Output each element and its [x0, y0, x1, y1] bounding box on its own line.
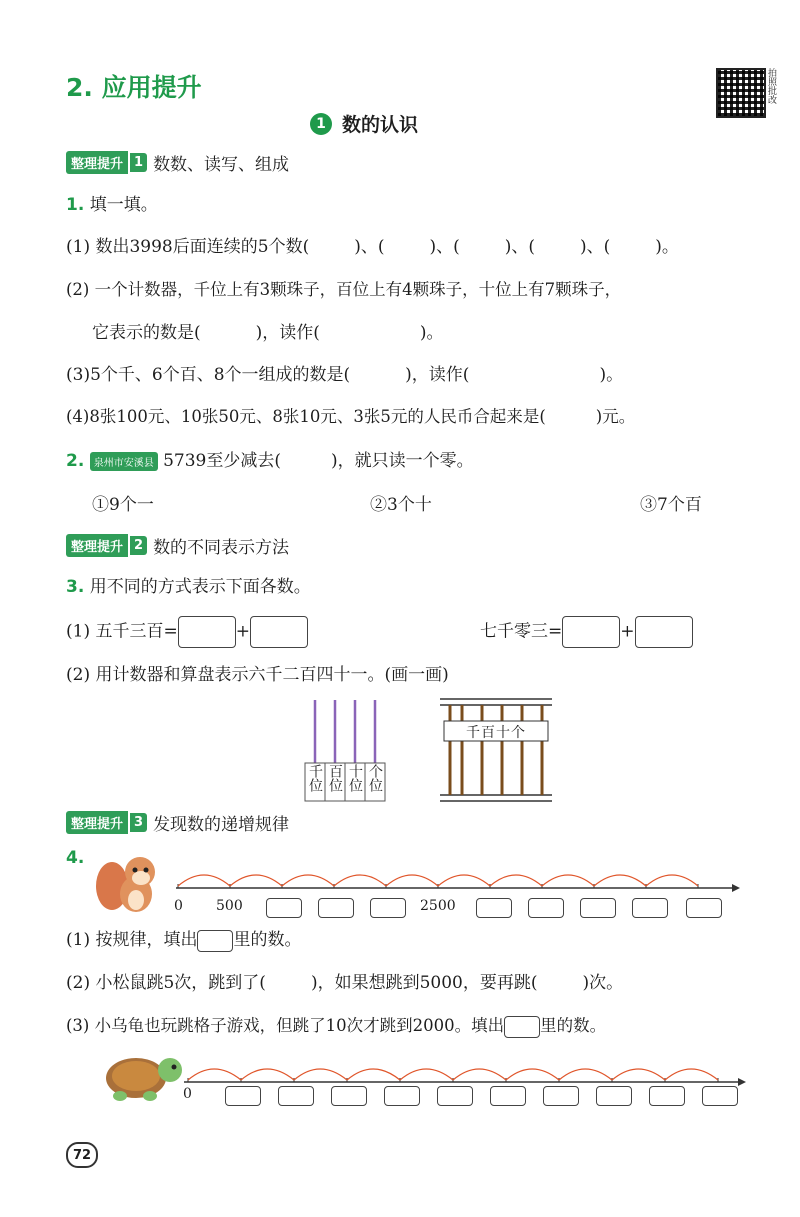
question-title: 填一填。: [89, 195, 158, 215]
answer-box[interactable]: [225, 1085, 261, 1106]
q1-part2-line1: (2) 一个计数器，千位上有3颗珠子，百位上有4颗珠子，十位上有7颗珠子，: [66, 280, 622, 299]
abacus-label: 千百十个: [466, 725, 526, 741]
q1-p3-text: (3)5个千、6个百、8个一组成的数是(: [66, 365, 351, 385]
number-line-squirrel: [172, 858, 742, 898]
q4-p1-text: 里的数。: [233, 930, 302, 950]
qr-code[interactable]: [716, 68, 766, 118]
topic-badge-3: [66, 810, 289, 835]
subsection-number: 1: [310, 113, 332, 135]
answer-box[interactable]: [331, 1085, 367, 1106]
squirrel-icon: [92, 848, 162, 918]
q1-p4-text: (4)8张100元、10张50元、8张10元、3张5元的人民币合起来是(: [66, 407, 546, 426]
question-number: 1.: [66, 195, 85, 215]
answer-box[interactable]: [580, 897, 616, 918]
q1-p2-text: )，读作(: [255, 323, 320, 343]
topic-tag-number: 3: [130, 813, 147, 832]
topic-title: 数数、读写、组成: [153, 155, 290, 175]
answer-box[interactable]: [649, 1085, 685, 1106]
q1-p1-end: )。: [655, 237, 679, 257]
topic-tag: 整理提升: [66, 534, 128, 557]
answer-box-inline: [504, 1016, 540, 1038]
answer-box[interactable]: [250, 616, 308, 648]
answer-box[interactable]: [278, 1085, 314, 1106]
q2-text: 5739至少减去(: [163, 451, 282, 471]
counter-label: 百位: [327, 764, 343, 792]
q2-text: )，就只读一个零。: [331, 451, 474, 471]
answer-box[interactable]: [476, 897, 512, 918]
answer-box[interactable]: [686, 897, 722, 918]
q4-p2-text: )次。: [582, 973, 624, 993]
counter-labels: [305, 764, 385, 792]
tick-label-500: 500: [216, 898, 243, 914]
q1-p1-sep: )、(: [580, 237, 611, 257]
tick-label-2500: 2500: [420, 898, 456, 914]
q1-p2-text: 它表示的数是(: [92, 323, 201, 343]
question-title: 用不同的方式表示下面各数。: [89, 577, 311, 597]
answer-box-inline: [197, 930, 233, 952]
q2-option-1[interactable]: ①9个一: [92, 495, 154, 515]
answer-box[interactable]: [437, 1085, 473, 1106]
question-number: 3.: [66, 577, 85, 597]
tick-label-0: 0: [174, 898, 183, 914]
q1-p3-text: )，读作(: [405, 365, 470, 385]
answer-box[interactable]: [178, 616, 236, 648]
counter-label: 个位: [367, 764, 383, 792]
topic-badge-2: [66, 533, 289, 558]
topic-title: 发现数的递增规律: [153, 815, 290, 835]
q4-part1: [66, 925, 301, 952]
page-number: 72: [66, 1142, 98, 1168]
subsection-label: 数的认识: [342, 114, 419, 136]
q1-part3: [66, 360, 623, 385]
q4-p3-text: (3) 小乌龟也玩跳格子游戏，但跳了10次才跳到2000。填出: [66, 1016, 505, 1035]
topic-title: 数的不同表示方法: [153, 538, 290, 558]
q1-p1-sep: )、(: [429, 237, 460, 257]
answer-box[interactable]: [384, 1085, 420, 1106]
q1-p1-text: (1) 数出3998后面连续的5个数(: [66, 237, 310, 257]
plus-sign: +: [235, 621, 250, 642]
answer-box[interactable]: [266, 897, 302, 915]
abacus-drawing[interactable]: [440, 697, 552, 803]
q4-p1-text: (1) 按规律，填出: [66, 930, 198, 950]
question-number: 4.: [66, 848, 85, 868]
counter-label: 千位: [307, 764, 323, 792]
q4-part2: [66, 968, 623, 993]
tick-label-0: 0: [183, 1086, 192, 1102]
q3-part2: (2) 用计数器和算盘表示六千二百四十一。(画一画): [66, 665, 449, 685]
q4-p2-text: (2) 小松鼠跳5次，跳到了(: [66, 973, 266, 993]
qr-label: 拍照批改: [766, 68, 776, 104]
counter-label: 十位: [347, 764, 363, 792]
q4-part3: [66, 1012, 606, 1038]
answer-box[interactable]: [635, 616, 693, 648]
q4-p3-text: 里的数。: [540, 1016, 607, 1035]
q1-p1-sep: )、(: [504, 237, 535, 257]
q1-part4: [66, 403, 635, 427]
topic-tag-number: 1: [130, 153, 147, 172]
section-title: 2. 应用提升: [66, 73, 202, 102]
topic-tag-number: 2: [130, 536, 147, 555]
answer-box[interactable]: [596, 1085, 632, 1106]
topic-tag: 整理提升: [66, 811, 128, 834]
answer-box[interactable]: [543, 1085, 579, 1106]
q1-part2-line2: [92, 318, 444, 343]
q1-heading: [66, 190, 158, 215]
answer-box[interactable]: [528, 897, 564, 918]
answer-box[interactable]: [370, 897, 406, 918]
answer-box[interactable]: [702, 1085, 738, 1106]
q1-p4-text: )元。: [595, 407, 636, 426]
answer-box[interactable]: [562, 616, 620, 648]
q2-option-3[interactable]: ③7个百: [640, 495, 702, 515]
topic-badge-1: [66, 150, 289, 175]
answer-box[interactable]: [632, 897, 668, 918]
q1-p1-sep: )、(: [354, 237, 385, 257]
region-badge: 泉州市安溪县: [90, 452, 158, 471]
turtle-icon: [100, 1046, 186, 1102]
q1-p2-text: )。: [419, 323, 444, 343]
q3-p1-label: (1) 五千三百=: [66, 621, 178, 642]
plus-sign: +: [620, 621, 635, 642]
q3-part1-right: [480, 616, 693, 648]
topic-tag: 整理提升: [66, 151, 128, 174]
q1-p3-text: )。: [599, 365, 624, 385]
q3-part1-left: [66, 616, 308, 648]
answer-box[interactable]: [490, 1085, 526, 1106]
question-number: 2.: [66, 451, 85, 471]
answer-box[interactable]: [318, 897, 354, 918]
q3-heading: [66, 572, 311, 597]
q2-option-2[interactable]: ②3个十: [370, 495, 432, 515]
q1-part1: [66, 232, 679, 257]
subsection-title: [310, 110, 418, 137]
q2-line: [66, 446, 474, 471]
q4-p2-text: )，如果想跳到5000，要再跳(: [310, 973, 538, 993]
q3-p1b-label: 七千零三=: [480, 621, 563, 642]
q4-number: [66, 848, 84, 868]
